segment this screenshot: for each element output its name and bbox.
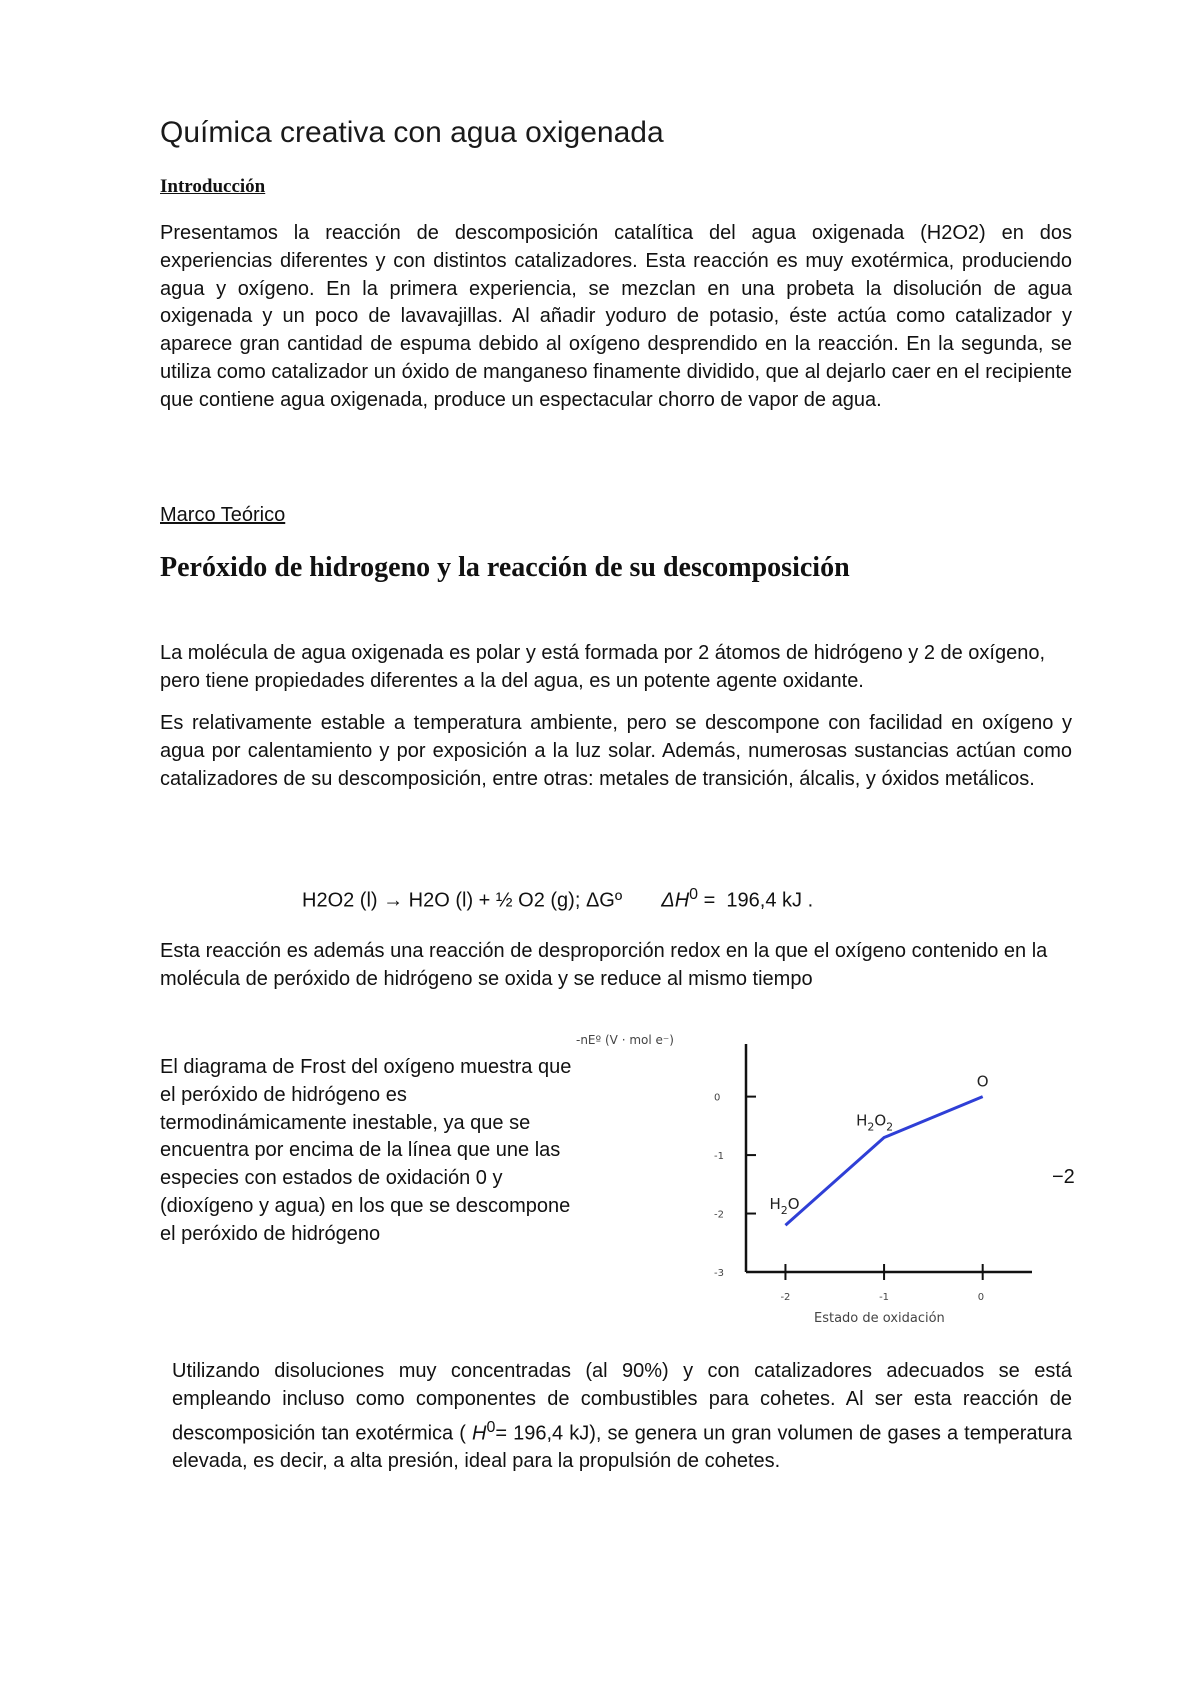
- decomposition-equation: [302, 886, 813, 913]
- side-label: −2: [1052, 1166, 1075, 1188]
- equation-delta-h: ΔH: [661, 889, 690, 912]
- x-tick-label: 0: [977, 1292, 985, 1303]
- x-tick-label: -1: [879, 1292, 890, 1303]
- y-tick-label: -1: [714, 1151, 724, 1163]
- paragraph-rockets: [172, 1358, 1072, 1476]
- document-title: Química creativa con agua oxigenada: [160, 116, 664, 149]
- rockets-text-before: Utilizando disoluciones muy concentradas (al 90%) y con catalizadores adecuados se está empleando incluso como componentes de combustibles para cohetes. Al ser esta reacción de descomposición tan exotérmica (: [172, 1360, 1072, 1445]
- x-tick-label: -2: [780, 1292, 791, 1303]
- intro-heading: Introducción: [160, 176, 266, 197]
- y-tick-label: -2: [714, 1209, 724, 1221]
- rockets-superscript: 0: [486, 1418, 496, 1436]
- paragraph-stability: Es relativamente estable a temperatura ambiente, pero se descompone con facilidad en oxígeno y agua por calentamiento y por exposición a la luz solar. Además, numerosas sustancias actúan como catalizadores de su descomposición, entre otras: metales de transición, álcalis, y óxidos metálicos.: [160, 712, 1072, 790]
- intro-paragraph: Presentamos la reacción de descomposición catalítica del agua oxigenada (H2O2) en dos experiencias diferentes y con distintos catalizadores. Esta reacción es muy exotérmica, produciendo agua y oxígeno. En la primera experiencia, se mezclan en una probeta la disolución de agua oxigenada y un poco de lavavajillas. Al añadir yoduro de potasio, éste actúa como catalizador y aparece gran cantidad de espuma debido al oxígeno desprendido en la reacción. En la segunda, se utiliza como catalizador un óxido de manganeso finamente dividido, que al dejarlo caer en el recipiente que contiene agua oxigenada, produce un espectacular chorro de vapor de agua.: [160, 222, 1072, 411]
- paragraph-redox: Esta reacción es además una reacción de desproporción redox en la que el oxígeno contenido en la molécula de peróxido de hidrógeno se oxida y se reduce al mismo tiempo: [160, 940, 1048, 990]
- species-label: O: [976, 1072, 989, 1091]
- rockets-text-after: = 196,4 kJ), se genera un gran volumen de gases a temperatura elevada, es decir, a alta presión, ideal para la propulsión de cohetes.: [172, 1422, 1072, 1473]
- equation-lhs: H2O2 (l) → H2O (l) + ½ O2 (g); ΔGº: [302, 889, 623, 912]
- equation-rhs: = 196,4 kJ .: [698, 889, 814, 912]
- section-title: Peróxido de hidrogeno y la reacción de su descomposición: [160, 552, 850, 583]
- y-tick-label: 0: [714, 1092, 721, 1104]
- equation-superscript: 0: [689, 886, 699, 903]
- species-label: $H_2O_2$: [856, 1111, 894, 1134]
- rockets-symbol: H: [472, 1422, 487, 1445]
- frost-diagram-text: El diagrama de Frost del oxígeno muestra que el peróxido de hidrógeno es termodinámicamente inestable, ya que se encuentra por encima de la línea que une las especies con estados de oxidación 0 y (dioxígeno y agua) en los que se descompone el peróxido de hidrógeno: [160, 1056, 572, 1245]
- x-axis-label: Estado de oxidación: [814, 1311, 945, 1326]
- y-tick-label: -3: [714, 1268, 724, 1279]
- species-label: $H_2O$: [769, 1195, 800, 1218]
- marco-teorico-heading: Marco Teórico: [160, 504, 286, 526]
- y-axis-label: -nEº (V · mol e⁻): [576, 1033, 674, 1047]
- paragraph-molecule: La molécula de agua oxigenada es polar y está formada por 2 átomos de hidrógeno y 2 de oxígeno, pero tiene propiedades diferentes a la del agua, es un potente agente oxidante.: [160, 642, 1046, 692]
- frost-diagram-chart: [576, 1024, 1040, 1326]
